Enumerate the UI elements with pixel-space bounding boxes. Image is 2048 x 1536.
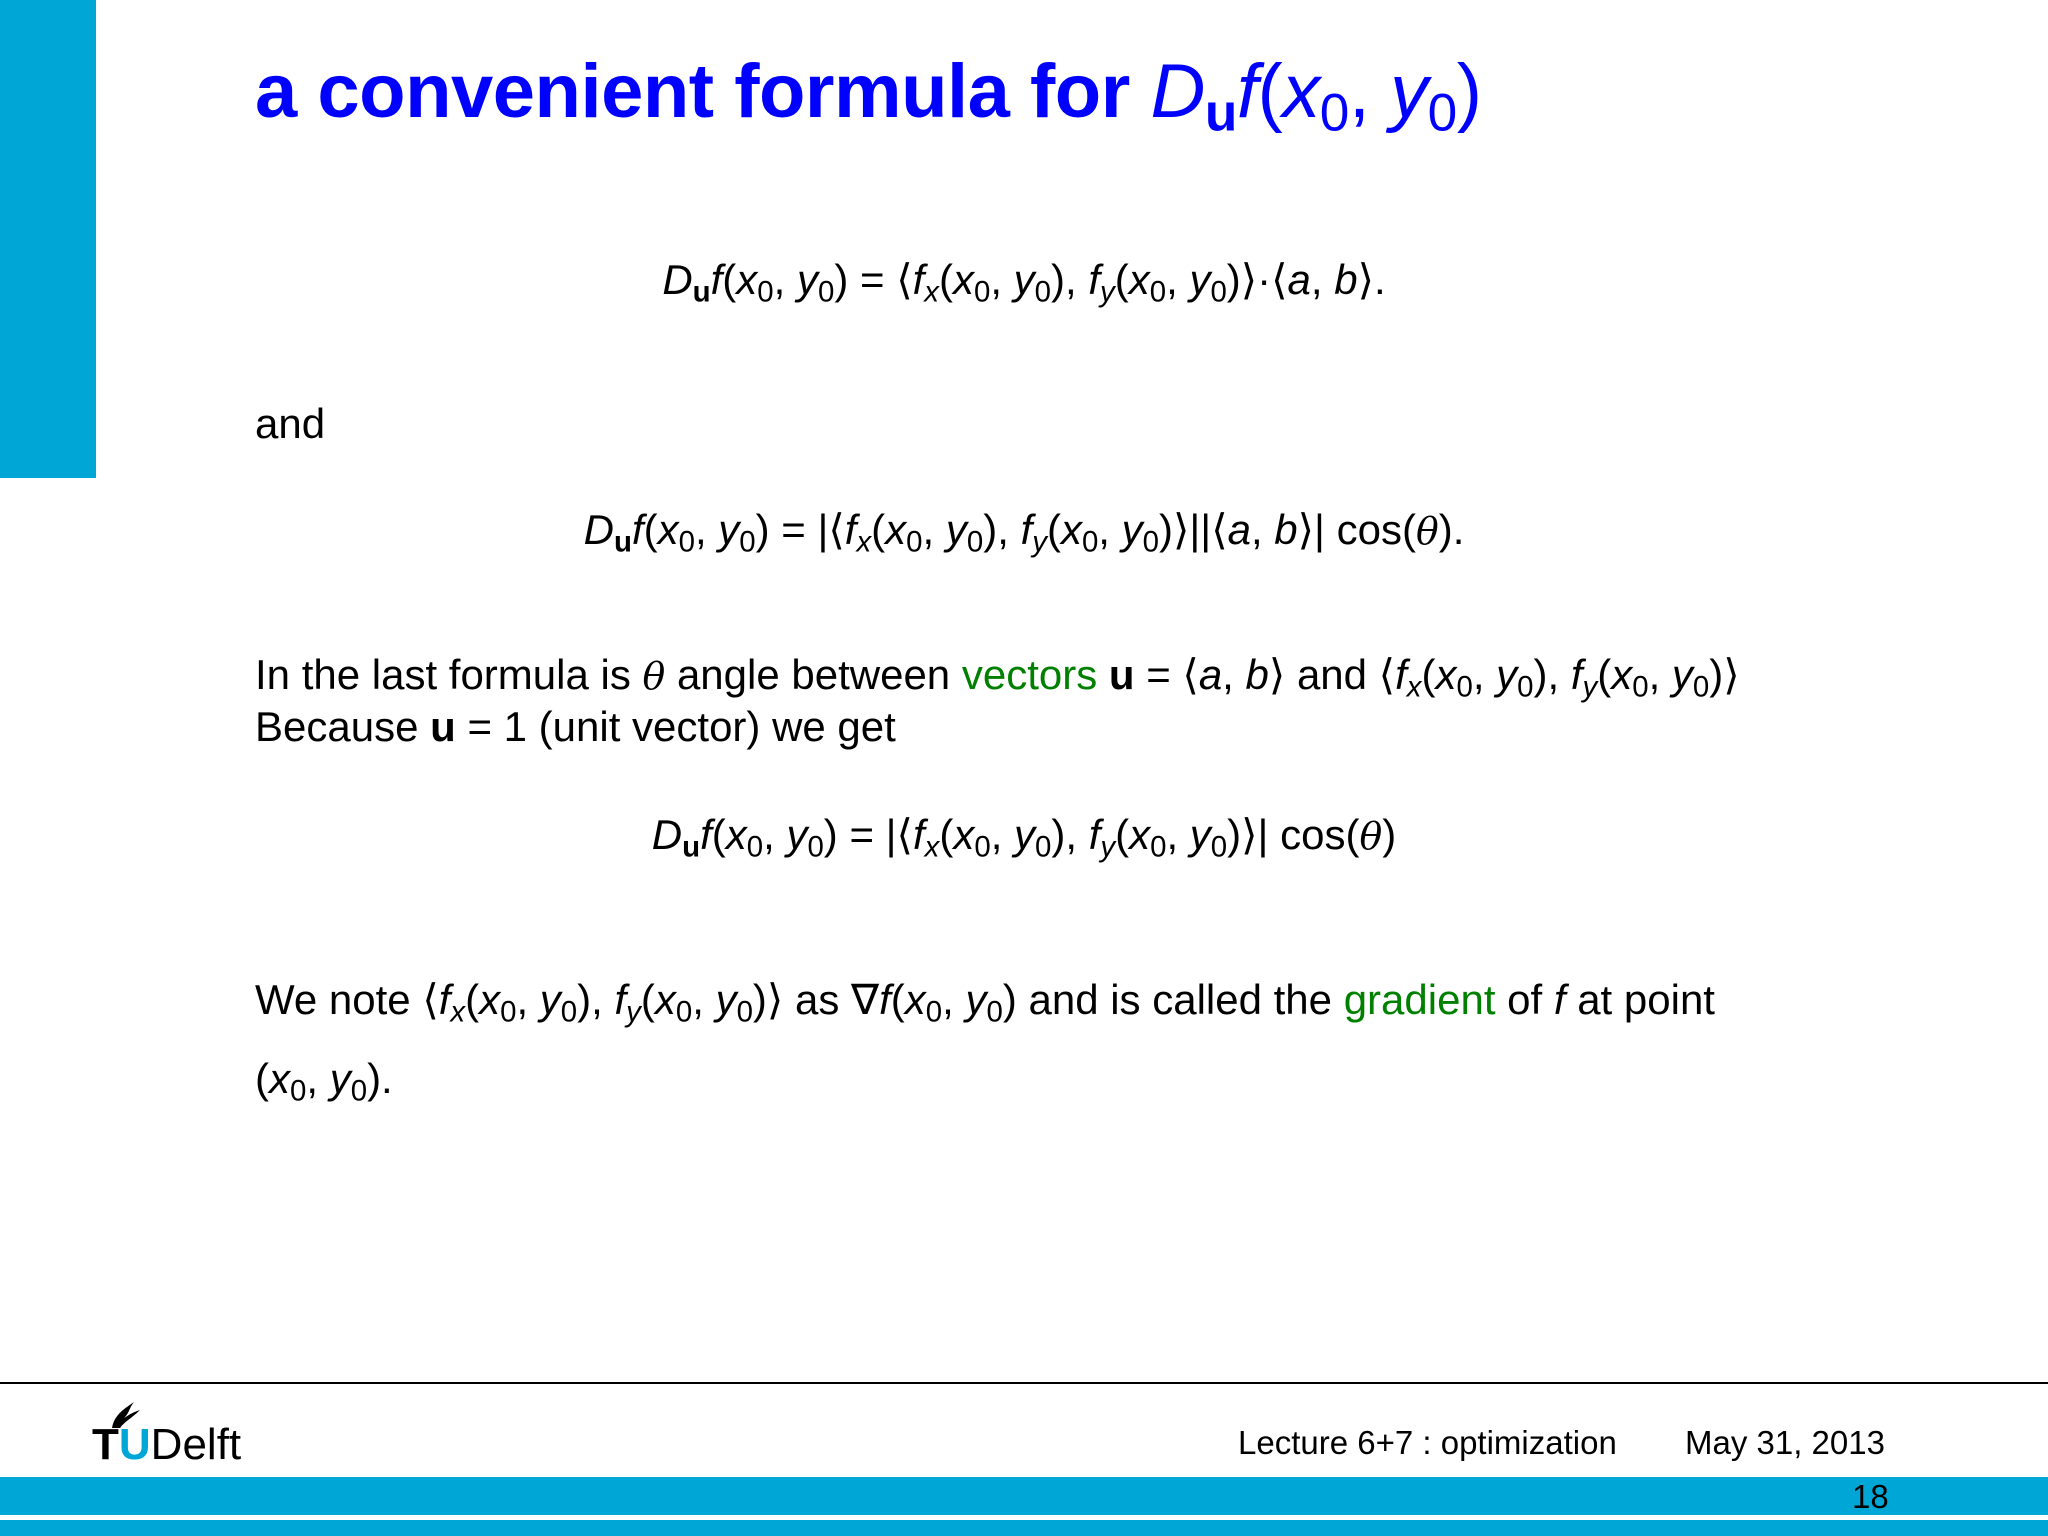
text-note: We note $⟨f_x(x_0$, $y_0$), $f_y(x_0$, $y_0)⟩$ as $\nabla f(x_0$, $y_0$) and is called the gradient of f at point — [255, 976, 1715, 1029]
gradient-link: gradient — [1343, 976, 1496, 1023]
footer-divider — [0, 1382, 2048, 1384]
text-sentence-1: In the last formula is θ angle between vectors u = ⟨a, b⟩ and $⟨f_x(x_0$, $y_0$), $f_y(x_0$, $y_0)⟩$ — [255, 651, 1740, 704]
vectors-link: vectors — [961, 651, 1098, 698]
text-sentence-2: Because u = 1 (unit vector) we get — [255, 703, 896, 750]
page-number: 18 — [1852, 1478, 1889, 1515]
sidebar-accent-bar — [0, 0, 96, 478]
tudelft-logo: TUDelft — [92, 1398, 282, 1468]
text-and: and — [255, 400, 326, 447]
footer-lecture: Lecture 6+7 : optimization — [1238, 1424, 1617, 1461]
footer-bar — [0, 1477, 2048, 1515]
title-math: $D_uf(x_0$, $y_0$) — [1150, 49, 1482, 143]
equation-3: $D_uf(x_0$, $y_0$) = $|⟨f_x(x_0$, $y_0$), $f_y(x_0$, $y_0)⟩|$ cos(θ) — [651, 811, 1397, 864]
equation-2: $D_uf(x_0$, $y_0$) = $|⟨f_x(x_0$, $y_0$), $f_y(x_0$, $y_0)⟩||⟨a$, b⟩| cos(θ). — [583, 506, 1465, 559]
slide-title: a convenient formula for $D_uf(x_0$, $y_0$) — [255, 49, 1482, 143]
equation-1: $D_uf(x_0$, $y_0$) = $⟨f_x(x_0$, $y_0$), $f_y(x_0$, $y_0)⟩\cdot⟨a$, b⟩. — [662, 256, 1386, 309]
text-point: ($x_0$, $y_0$). — [255, 1055, 393, 1108]
footer-date: May 31, 2013 — [1685, 1424, 1885, 1461]
footer-bar-bottom — [0, 1520, 2048, 1536]
